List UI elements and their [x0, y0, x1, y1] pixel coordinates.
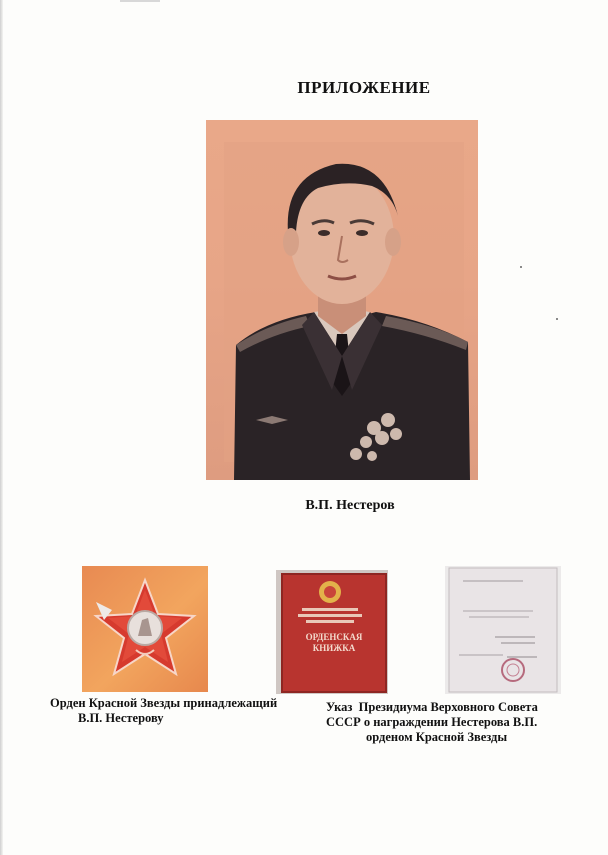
- scan-edge: [0, 0, 3, 855]
- decree-photo: [445, 566, 561, 694]
- order-book-cover-line-1: ОРДЕНСКАЯ: [305, 632, 363, 642]
- scan-speck: [520, 266, 522, 268]
- order-photo: [82, 566, 208, 692]
- decree-caption-line-1: Указ Президиума Верховного Совета: [326, 700, 538, 714]
- portrait-caption: В.П. Нестеров: [305, 498, 395, 513]
- page-title: ПРИЛОЖЕНИЕ: [297, 78, 431, 97]
- order-caption-line-1: Орден Красной Звезды принадлежащий: [50, 696, 278, 710]
- scan-speck: [556, 318, 558, 320]
- decree-caption-line-2: СССР о награждении Нестерова В.П.: [326, 715, 538, 729]
- decree-caption: [326, 700, 538, 745]
- scan-mark: [120, 0, 160, 2]
- order-caption: [50, 696, 277, 726]
- portrait-photo: [206, 120, 478, 480]
- order-caption-line-2: В.П. Нестерову: [78, 711, 164, 725]
- order-book-photo: [276, 570, 388, 694]
- decree-caption-line-3: орденом Красной Звезды: [366, 730, 508, 744]
- order-book-cover-title: [282, 632, 386, 654]
- order-book-cover-line-2: КНИЖКА: [312, 643, 356, 653]
